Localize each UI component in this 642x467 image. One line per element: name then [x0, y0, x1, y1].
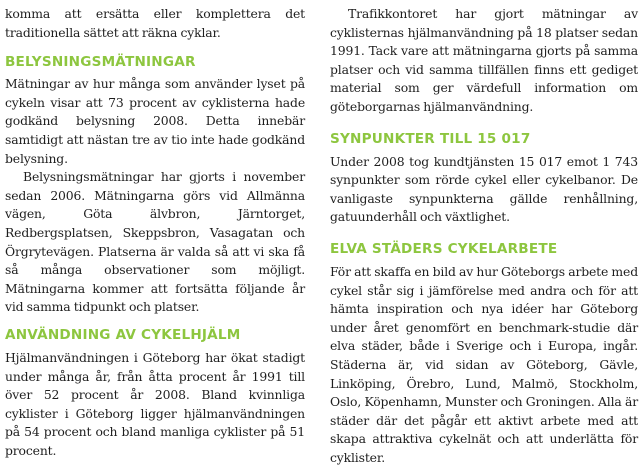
heading-belysningsmatningar: BELYSNINGSMÄTNINGAR	[5, 54, 196, 71]
belysning-paragraph-1: Mätningar av hur många som använder lyset på cykeln visar att 73 procent av cyklisterna hade godkänd belysning 2008. Detta innebär samtidigt att nästan tre av tio inte hade godkänd belysning.	[5, 76, 305, 166]
heading-synpunkter: SYNPUNKTER TILL 15 017	[330, 130, 531, 147]
right-column	[330, 0, 638, 467]
synpunkter-paragraph: Under 2008 tog kundtjänsten 15 017 emot 1 743 synpunkter som rörde cykel eller cykelbanor. De vanligaste synpunkterna gällde renhållning, gatuunderhåll och växtlighet.	[330, 153, 638, 225]
left-column	[5, 0, 305, 460]
heading-elva-staders-cykelarbete: ELVA STÄDERS CYKELARBETE	[330, 240, 558, 257]
elva-staders-paragraph: För att skaffa en bild av hur Göteborgs arbete med cykel står sig i jämförelse med andra och för att hämta inspiration och nya idéer har Göteborg under året genomfört en benchmark-studie där elva städer, både i Sverige och i Europa, ingår. Städerna är, vid sidan av Göteborg, Gävle, Linköping, Örebro, Lund, Malmö, Stockholm, Oslo, Köpenhamn, Munster och Groningen. Alla är städer där det pågår ett aktivt arbete med att skapa attraktiva cykelnät och att underlätta för cyklister.	[330, 263, 638, 465]
intro-paragraph: komma att ersätta eller komplettera det traditionella sättet att räkna cyklar.	[5, 6, 305, 40]
belysning-paragraph-2: Belysningsmätningar har gjorts i november sedan 2006. Mätningarna görs vid Allmänna vägen, Göta älvbron, Järntorget, Redbergsplatsen, Skeppsbron, Vasagatan och Örgrytevägen. Platserna är valda så att vi ska få så många observationer som möjligt. Mätningarna kommer att fortsätta följande år vid samma tidpunkt och platser.	[5, 169, 305, 315]
heading-anvandning-av-cykelhjalm: ANVÄNDNING AV CYKELHJÄLM	[5, 326, 241, 343]
trafikkontoret-paragraph: Trafikkontoret har gjort mätningar av cyklisternas hjälmanvändning på 18 platser sedan 1991. Tack vare att mätningarna gjorts på samma platser och vid samma tillfällen finns ett gediget material som ger värdefull information om göteborgarnas hjälmanvändning.	[330, 6, 638, 114]
hjalm-paragraph-1: Hjälmanvändningen i Göteborg har ökat stadigt under många år, från åtta procent år 1991 till över 52 procent år 2008. Bland kvinnliga cyklister i Göteborg ligger hjälmanvändningen på 54 procent och bland manliga cyklister på 51 procent.	[5, 349, 305, 458]
